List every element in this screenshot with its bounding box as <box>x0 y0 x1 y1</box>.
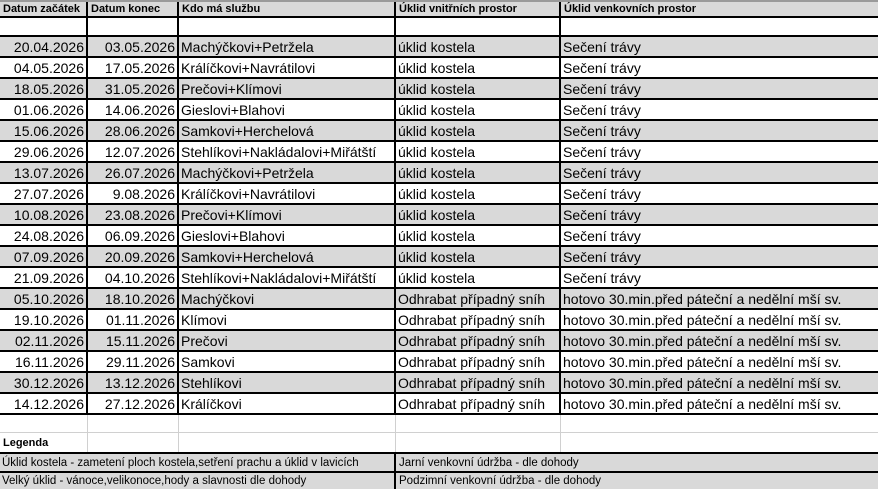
outer-cleaning-cell[interactable]: hotovo 30.min.před páteční a nedělní mší sv. <box>563 395 842 412</box>
outer-cleaning-cell[interactable]: hotovo 30.min.před páteční a nedělní mší sv. <box>563 290 842 307</box>
outer-cleaning-cell[interactable]: hotovo 30.min.před páteční a nedělní mší sv. <box>563 353 842 370</box>
table-row <box>0 205 878 226</box>
inner-cleaning-cell[interactable]: úklid kostela <box>396 184 561 203</box>
end-date-cell[interactable]: 29.11.2026 <box>88 352 179 371</box>
who-cell[interactable]: Králíčkovi+Navrátilovi <box>179 184 396 203</box>
legend-title[interactable]: Legenda <box>0 433 88 452</box>
inner-cleaning-cell[interactable]: úklid kostela <box>396 226 561 245</box>
who-cell[interactable]: Prečovi+Klímovi <box>179 205 396 224</box>
end-date-cell[interactable]: 28.06.2026 <box>88 121 179 140</box>
empty-cell[interactable] <box>396 415 561 432</box>
start-date-cell[interactable]: 30.12.2026 <box>0 373 88 392</box>
inner-cleaning-cell[interactable]: Odhrabat případný sníh <box>396 352 561 371</box>
end-date-cell[interactable]: 18.10.2026 <box>88 289 179 308</box>
table-row <box>0 226 878 247</box>
inner-cleaning-cell[interactable]: Odhrabat případný sníh <box>396 394 561 413</box>
end-date-cell[interactable]: 31.05.2026 <box>88 79 179 98</box>
start-date-cell[interactable]: 13.07.2026 <box>0 163 88 182</box>
outer-cleaning-cell[interactable]: Sečení trávy <box>563 38 641 55</box>
header-end-date[interactable]: Datum konec <box>88 2 179 16</box>
empty-cell[interactable] <box>0 415 88 432</box>
legend-title-row <box>0 433 878 452</box>
outer-cleaning-cell[interactable]: Sečení trávy <box>563 185 641 202</box>
empty-cell[interactable] <box>396 433 561 452</box>
header-start-date[interactable]: Datum začátek <box>0 2 88 16</box>
who-cell[interactable]: Klímovi <box>179 310 396 329</box>
header-row <box>0 0 878 18</box>
inner-cleaning-cell[interactable]: úklid kostela <box>396 121 561 140</box>
inner-cleaning-cell[interactable]: úklid kostela <box>396 205 561 224</box>
empty-cell[interactable] <box>0 18 88 35</box>
inner-cleaning-cell[interactable]: Odhrabat případný sníh <box>396 310 561 329</box>
inner-cleaning-cell[interactable]: Odhrabat případný sníh <box>396 289 561 308</box>
outer-cleaning-cell[interactable]: Sečení trávy <box>563 122 641 139</box>
legend-item-right[interactable]: Podzimní venkovní údržba - dle dohody <box>399 475 602 487</box>
who-cell[interactable]: Samkovi <box>179 352 396 371</box>
who-cell[interactable]: Prečovi+Klímovi <box>179 79 396 98</box>
table-row <box>0 79 878 100</box>
start-date-cell[interactable]: 18.05.2026 <box>0 79 88 98</box>
table-row <box>0 184 878 205</box>
start-date-cell[interactable]: 01.06.2026 <box>0 100 88 119</box>
start-date-cell[interactable]: 15.06.2026 <box>0 121 88 140</box>
who-cell[interactable]: Samkovi+Herchelová <box>179 247 396 266</box>
start-date-cell[interactable]: 21.09.2026 <box>0 268 88 287</box>
table-row <box>0 331 878 352</box>
outer-cleaning-cell[interactable]: Sečení trávy <box>563 59 641 76</box>
start-date-cell[interactable]: 29.06.2026 <box>0 142 88 161</box>
inner-cleaning-cell[interactable]: úklid kostela <box>396 100 561 119</box>
table-row <box>0 373 878 394</box>
end-date-cell[interactable]: 12.07.2026 <box>88 142 179 161</box>
empty-cell[interactable] <box>561 18 878 35</box>
empty-cell[interactable] <box>561 415 878 432</box>
empty-cell[interactable] <box>88 433 179 452</box>
outer-cleaning-cell[interactable]: Sečení trávy <box>563 248 641 265</box>
who-cell[interactable]: Stehlíkovi <box>179 373 396 392</box>
empty-cell[interactable] <box>179 18 396 35</box>
table-row <box>0 247 878 268</box>
header-inner-cleaning[interactable]: Úklid vnitřních prostor <box>396 2 561 16</box>
end-date-cell[interactable]: 01.11.2026 <box>88 310 179 329</box>
start-date-cell[interactable]: 10.08.2026 <box>0 205 88 224</box>
end-date-cell[interactable]: 17.05.2026 <box>88 58 179 77</box>
start-date-cell[interactable]: 19.10.2026 <box>0 310 88 329</box>
end-date-cell[interactable]: 14.06.2026 <box>88 100 179 119</box>
start-date-cell[interactable]: 24.08.2026 <box>0 226 88 245</box>
blank-row <box>0 415 878 433</box>
empty-cell[interactable] <box>88 415 179 432</box>
outer-cleaning-cell[interactable]: Sečení trávy <box>563 269 641 286</box>
who-cell[interactable]: Králíčkovi <box>179 394 396 413</box>
table-row <box>0 268 878 289</box>
outer-cleaning-cell[interactable]: Sečení trávy <box>563 143 641 160</box>
start-date-cell[interactable]: 27.07.2026 <box>0 184 88 203</box>
outer-cleaning-cell[interactable]: Sečení trávy <box>563 164 641 181</box>
start-date-cell[interactable]: 05.10.2026 <box>0 289 88 308</box>
outer-cleaning-cell[interactable]: Sečení trávy <box>563 227 641 244</box>
inner-cleaning-cell[interactable]: Odhrabat případný sníh <box>396 331 561 350</box>
start-date-cell[interactable]: 07.09.2026 <box>0 247 88 266</box>
who-cell[interactable]: Gieslovi+Blahovi <box>179 100 396 119</box>
empty-cell[interactable] <box>561 433 878 452</box>
who-cell[interactable]: Machýčkovi+Petržela <box>179 37 396 56</box>
legend-item-right[interactable]: Jarní venkovní údržba - dle dohody <box>399 456 579 469</box>
end-date-cell[interactable]: 23.08.2026 <box>88 205 179 224</box>
table-row <box>0 58 878 79</box>
legend-row <box>0 471 878 489</box>
outer-cleaning-cell[interactable]: hotovo 30.min.před páteční a nedělní mší sv. <box>563 374 842 391</box>
inner-cleaning-cell[interactable]: úklid kostela <box>396 268 561 287</box>
inner-cleaning-cell[interactable]: úklid kostela <box>396 163 561 182</box>
inner-cleaning-cell[interactable]: úklid kostela <box>396 58 561 77</box>
header-who[interactable]: Kdo má službu <box>179 2 396 16</box>
legend-item-left[interactable]: Velký úklid - vánoce,velikonoce,hody a slavnosti dle dohody <box>0 473 396 489</box>
table-row <box>0 310 878 331</box>
outer-cleaning-cell[interactable]: hotovo 30.min.před páteční a nedělní mší sv. <box>563 311 842 328</box>
inner-cleaning-cell[interactable]: Odhrabat případný sníh <box>396 373 561 392</box>
start-date-cell[interactable]: 02.11.2026 <box>0 331 88 350</box>
table-row <box>0 163 878 184</box>
who-cell[interactable]: Prečovi <box>179 331 396 350</box>
inner-cleaning-cell[interactable]: úklid kostela <box>396 142 561 161</box>
start-date-cell[interactable]: 04.05.2026 <box>0 58 88 77</box>
empty-cell[interactable] <box>179 433 396 452</box>
outer-cleaning-cell[interactable]: Sečení trávy <box>563 80 641 97</box>
table-row <box>0 289 878 310</box>
who-cell[interactable]: Gieslovi+Blahovi <box>179 226 396 245</box>
who-cell[interactable]: Králíčkovi+Navrátilovi <box>179 58 396 77</box>
empty-row <box>0 18 878 37</box>
legend-row <box>0 452 878 471</box>
table-row <box>0 100 878 121</box>
empty-cell[interactable] <box>396 18 561 35</box>
table-row <box>0 37 878 58</box>
empty-cell[interactable] <box>179 415 396 432</box>
who-cell[interactable]: Samkovi+Herchelová <box>179 121 396 140</box>
outer-cleaning-cell[interactable]: Sečení trávy <box>563 206 641 223</box>
outer-cleaning-cell[interactable]: Sečení trávy <box>563 101 641 118</box>
end-date-cell[interactable]: 26.07.2026 <box>88 163 179 182</box>
start-date-cell[interactable]: 20.04.2026 <box>0 37 88 56</box>
table-row <box>0 394 878 415</box>
outer-cleaning-cell[interactable]: hotovo 30.min.před páteční a nedělní mší sv. <box>563 332 842 349</box>
start-date-cell[interactable]: 14.12.2026 <box>0 394 88 413</box>
end-date-cell[interactable]: 04.10.2026 <box>88 268 179 287</box>
who-cell[interactable]: Machýčkovi+Petržela <box>179 163 396 182</box>
end-date-cell[interactable]: 20.09.2026 <box>88 247 179 266</box>
inner-cleaning-cell[interactable]: úklid kostela <box>396 37 561 56</box>
table-row <box>0 121 878 142</box>
who-cell[interactable]: Stehlíkovi+Nakládalovi+Miřátští <box>179 268 396 287</box>
legend-item-left[interactable]: Úklid kostela - zametení ploch kostela,setření prachu a úklid v lavicích <box>0 454 396 471</box>
who-cell[interactable]: Machýčkovi <box>179 289 396 308</box>
end-date-cell[interactable]: 27.12.2026 <box>88 394 179 413</box>
end-date-cell[interactable]: 15.11.2026 <box>88 331 179 350</box>
header-outer-cleaning[interactable]: Úklid venkovních prostor <box>564 3 697 15</box>
empty-cell[interactable] <box>88 18 179 35</box>
end-date-cell[interactable]: 06.09.2026 <box>88 226 179 245</box>
end-date-cell[interactable]: 9.08.2026 <box>88 184 179 203</box>
table-row <box>0 352 878 373</box>
end-date-cell[interactable]: 13.12.2026 <box>88 373 179 392</box>
who-cell[interactable]: Stehlíkovi+Nakládalovi+Miřátští <box>179 142 396 161</box>
start-date-cell[interactable]: 16.11.2026 <box>0 352 88 371</box>
inner-cleaning-cell[interactable]: úklid kostela <box>396 79 561 98</box>
table-row <box>0 142 878 163</box>
inner-cleaning-cell[interactable]: úklid kostela <box>396 247 561 266</box>
end-date-cell[interactable]: 03.05.2026 <box>88 37 179 56</box>
